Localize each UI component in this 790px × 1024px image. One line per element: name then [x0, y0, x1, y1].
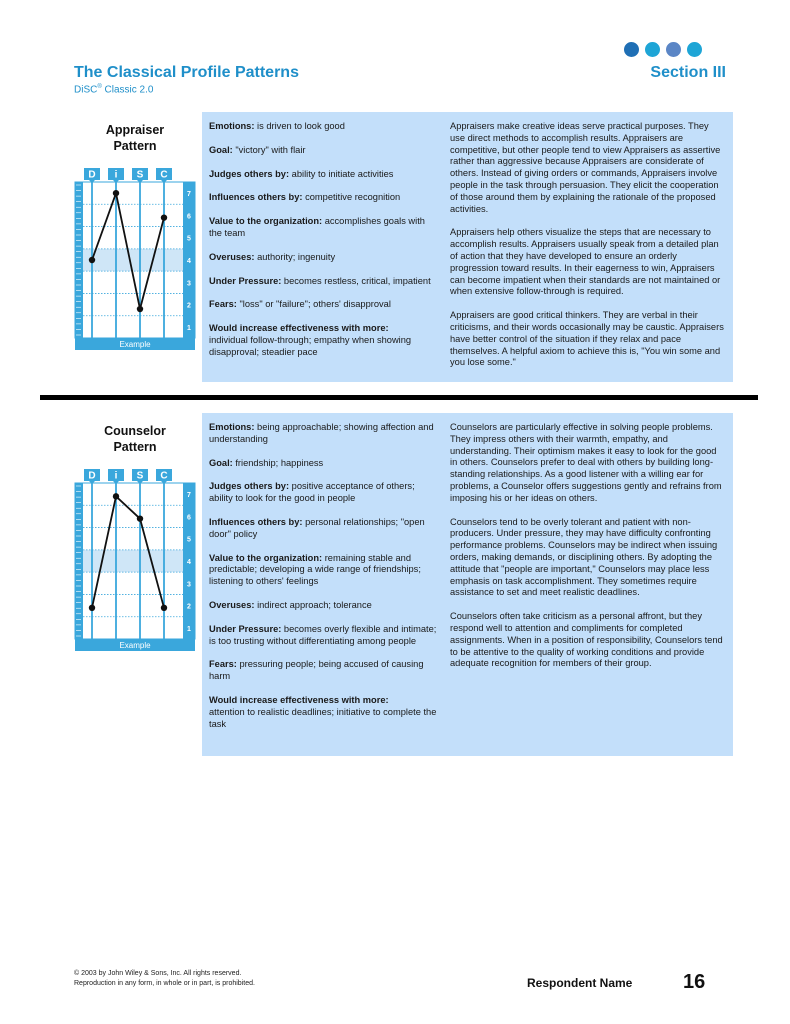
profile-point-i [113, 493, 119, 499]
trait-value: pressuring people; being accused of causing harm [209, 659, 424, 682]
trait-label: Fears: [209, 299, 237, 310]
page-number: 16 [683, 971, 706, 993]
subtitle-brand: DiSC [74, 84, 98, 96]
trait-label: Under Pressure: [209, 275, 282, 286]
segment-number: 2 [187, 603, 191, 611]
pattern-title-line1: Appraiser [105, 123, 165, 137]
trait-value: attention to realistic deadlines; initiative to complete the task [209, 706, 437, 729]
trait-label: Emotions: [209, 121, 255, 131]
header-dot [624, 42, 639, 57]
disc-letter: C [160, 470, 168, 482]
disc-graph [74, 168, 196, 352]
subtitle-edition: Classic 2.0 [101, 84, 154, 96]
traits-list [209, 121, 438, 359]
trait-label: Emotions: [209, 422, 255, 432]
registered-mark: ® [97, 84, 102, 90]
reproduction-line: Reproduction in any form, in whole or in part, is prohibited. [74, 980, 255, 987]
trait-value: being approachable; showing affection and understanding [209, 422, 434, 444]
trait-value: becomes restless, critical, impatient [281, 275, 431, 286]
trait-goal [209, 458, 438, 470]
trait-label: Value to the organization: [209, 216, 323, 227]
profile-point-c [161, 605, 167, 611]
left-scale-strip [75, 182, 83, 338]
trait-label: Judges others by: [209, 168, 290, 179]
trait-emotions [209, 422, 438, 446]
disc-letter: S [136, 470, 144, 482]
trait-label: Would increase effectiveness with more: [209, 323, 389, 334]
trait-value: individual follow-through; empathy when showing disapproval; steadier pace [209, 334, 412, 357]
trait-overuses [209, 600, 438, 612]
segment-number: 7 [187, 492, 191, 500]
disc-letter: C [160, 169, 168, 181]
trait-goal [209, 145, 438, 157]
description-paragraph: Appraisers make creative ideas serve practical purposes. They use direct methods to accomplish results. Appraisers are competitive, but other people tend to view Appraisers as assertive rather than aggressive because Appraisers are considerate of others. Instead of giving orders or commands, Appraisers involve people in the task through persuasion. They elicit the cooperation of those around them by explaining the rationale of the proposed activities. [450, 121, 721, 214]
profile-point-c [161, 214, 167, 220]
trait-label: Influences others by: [209, 516, 303, 527]
disc-graph [74, 469, 196, 653]
profile-point-d [89, 605, 95, 611]
trait-increase-effectiveness [209, 323, 438, 358]
disc-letter: S [136, 169, 144, 181]
respondent-name-label: Respondent Name [527, 976, 633, 990]
segment-number: 1 [187, 625, 191, 633]
segment-number: 6 [187, 213, 191, 221]
description-paragraph: Appraisers are good critical thinkers. They are verbal in their criticisms, and their words occasionally may be caustic. Appraisers have better control of the situation if they relax and pace themselves. A helpful axiom to achieve this is, "You win some and you lose some." [450, 310, 724, 368]
trait-value: "victory" with flair [232, 144, 306, 155]
trait-value: authority; ingenuity [254, 251, 336, 262]
trait-value: becomes overly flexible and intimate; is too trusting without differentiating among people [209, 623, 437, 646]
midline-band [83, 249, 183, 271]
segment-number: 4 [187, 258, 191, 265]
segment-number: 5 [187, 235, 191, 243]
copyright-line: © 2003 by John Wiley & Sons, Inc. All rights reserved. [74, 970, 242, 977]
trait-value-to-org [209, 553, 438, 588]
disc-letter: D [88, 470, 96, 482]
segment-number: 1 [187, 324, 191, 332]
trait-increase-effectiveness [209, 695, 438, 730]
trait-under-pressure [209, 624, 438, 648]
trait-value-to-org [209, 216, 438, 240]
traits-list [209, 422, 438, 730]
counselor-pattern-block [74, 413, 734, 758]
segment-number: 6 [187, 514, 191, 522]
trait-judges [209, 481, 438, 505]
disc-letter: i [114, 169, 118, 181]
header-dot [687, 42, 702, 57]
graph-footer-label: Example [119, 641, 151, 650]
pattern-title-line2: Pattern [113, 440, 157, 454]
copyright-notice [74, 969, 255, 989]
trait-influences [209, 192, 438, 204]
trait-label: Overuses: [209, 251, 255, 262]
trait-label: Would increase effectiveness with more: [209, 694, 389, 705]
pattern-title [74, 122, 196, 154]
graph-footer-label: Example [119, 340, 151, 349]
trait-overuses [209, 252, 438, 264]
trait-value: "loss" or "failure"; others' disapproval [236, 299, 391, 310]
trait-value: accomplishes goals with the team [209, 216, 425, 238]
section-divider [40, 395, 758, 400]
description-panel [202, 413, 733, 756]
trait-label: Under Pressure: [209, 623, 282, 634]
pattern-title [74, 423, 196, 455]
trait-label: Judges others by: [209, 481, 290, 492]
trait-label: Goal: [209, 457, 233, 468]
left-scale-strip [75, 483, 83, 639]
trait-fears [209, 299, 438, 311]
trait-fears [209, 659, 438, 683]
description-text [450, 422, 726, 670]
pattern-title-line2: Pattern [113, 139, 157, 153]
trait-value: indirect approach; tolerance [254, 599, 372, 610]
appraiser-pattern-block [74, 112, 734, 384]
page-title: The Classical Profile Patterns [74, 64, 299, 81]
segment-number: 7 [187, 191, 191, 199]
trait-value: competitive recognition [302, 192, 401, 203]
trait-value: is driven to look good [254, 121, 345, 131]
description-paragraph: Counselors often take criticism as a personal affront, but they respond well to attention and compliments for completed assignments. When in a position of responsibility, Counselors tend to be attentive to the quality of working conditions and provide adequate recognition for members of their group. [450, 611, 723, 669]
description-panel [202, 112, 733, 382]
trait-value: friendship; happiness [232, 457, 324, 468]
profile-point-s [137, 306, 143, 312]
midline-band [83, 550, 183, 572]
trait-label: Value to the organization: [209, 552, 323, 563]
trait-influences [209, 517, 438, 541]
profile-point-i [113, 190, 119, 196]
profile-point-d [89, 257, 95, 263]
trait-value: remaining stable and predictable; developing a wide range of friendships; listening to others' feelings [209, 552, 421, 587]
page-subtitle [74, 84, 153, 95]
description-paragraph: Counselors tend to be overly tolerant and patient with non-producers. Under pressure, they may have difficulty confronting performance problems. Counselors may be indirect when issuing orders, making demands, or disciplining others. By adopting the attitude that "people are important," Counselors may place less emphasis on task accomplishment. They sometimes require assistance to set and meet realistic deadlines. [450, 516, 718, 598]
trait-label: Influences others by: [209, 192, 303, 203]
trait-value: positive acceptance of others; ability to look for the good in people [209, 481, 415, 504]
trait-value: personal relationships; "open door" policy [209, 516, 425, 539]
trait-label: Goal: [209, 144, 233, 155]
disc-letter: i [114, 470, 118, 482]
segment-number: 5 [187, 536, 191, 544]
description-text [450, 121, 726, 369]
decorative-dots [624, 42, 702, 57]
trait-under-pressure [209, 276, 438, 288]
trait-label: Fears: [209, 659, 237, 670]
disc-letter: D [88, 169, 96, 181]
trait-judges [209, 169, 438, 181]
segment-number: 2 [187, 302, 191, 310]
segment-number: 4 [187, 559, 191, 566]
trait-emotions [209, 121, 438, 133]
trait-value: ability to initiate activities [289, 168, 394, 179]
description-paragraph: Counselors are particularly effective in solving people problems. They impress others with their warmth, empathy, and understanding. Their optimism makes it easy to look for the good in others. Counselors prefer to deal with others by building long-standing relationships. As a good listener with a willing ear for problems, a Counselor offers suggestions gently and refrains from imposing his or her ideas on others. [450, 422, 722, 503]
header-dot [666, 42, 681, 57]
segment-number: 3 [187, 581, 191, 589]
trait-label: Overuses: [209, 599, 255, 610]
section-label: Section III [650, 64, 726, 81]
profile-point-s [137, 515, 143, 521]
header-dot [645, 42, 660, 57]
description-paragraph: Appraisers help others visualize the steps that are necessary to accomplish results. Appraisers usually speak from a detailed plan of action that they have developed to ensure an orderly progression toward results. In their eagerness to win, Appraisers can become impatient when their standards are not maintained or when extensive follow-through is required. [450, 227, 721, 297]
pattern-title-line1: Counselor [104, 424, 166, 438]
segment-number: 3 [187, 280, 191, 288]
